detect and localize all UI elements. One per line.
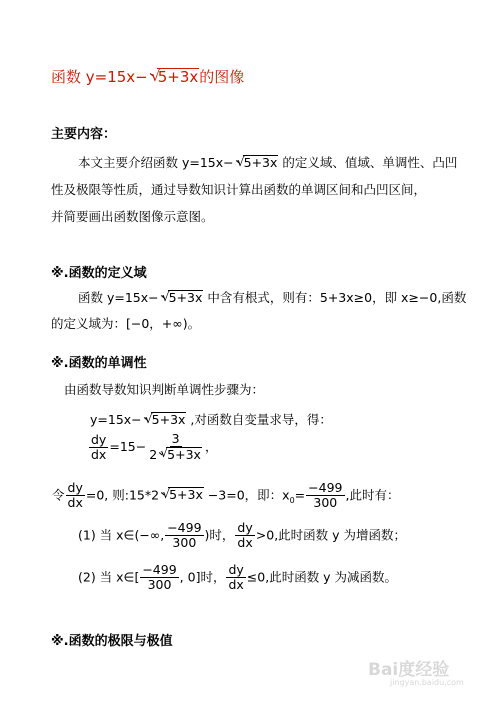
intro-line-2: 性及极限等性质，通过导数知识计算出函数的单调区间和凸凹区间，: [51, 182, 427, 197]
dy-dx-fraction: $\frac{dy}{dx}$: [67, 480, 83, 511]
derivative-setup: y=15x− √ 5+3x ,对函数自变量求导，得：: [90, 411, 332, 427]
dy-dx-fraction: $\frac{dy}{dx}$: [91, 431, 107, 462]
dy-dx-fraction: $\frac{dy}{dx}$: [237, 520, 253, 551]
title-suffix: 的图像: [199, 68, 245, 86]
dy-dx-fraction: $\frac{dy}{dx}$: [228, 562, 244, 593]
domain-line-2: 的定义域为：[−0，+∞)。: [51, 316, 201, 331]
page-title: [51, 66, 244, 87]
sqrt-expr: √ 5+3x: [159, 487, 204, 502]
case-2-line: (2) 当 x∈[ $\frac{-499}{300}$ , 0]时， $\frac{dy}{dx}$ ≤0,此时函数 y 为减函数。: [78, 562, 398, 593]
intro-line-1: 本文主要介绍函数 y=15x− √ 5+3x 的定义域、值域、单调性、凸凹: [78, 154, 458, 170]
title-sqrt: √ 5+3x: [148, 68, 200, 86]
derivative-formula: $\frac{dy}{dx}$ =15− 3 2 √ 5+3x ，: [91, 431, 218, 463]
title-text: 函数 y=15x−: [51, 68, 148, 86]
case-1-line: (1) 当 x∈(−∞, $\frac{-499}{300}$ )时， $\frac{dy}{dx}$ >0,此时函数 y 为增函数；: [78, 520, 407, 551]
sqrt-expr: √ 5+3x: [157, 447, 202, 462]
baidu-watermark: Bai度经验: [368, 660, 450, 680]
domain-heading: ※.函数的定义域: [51, 266, 147, 281]
interval-fraction: $\frac{-499}{300}$: [142, 562, 177, 593]
limit-heading: ※.函数的极限与极值: [51, 634, 173, 649]
intro-heading: 主要内容：: [51, 127, 117, 142]
sqrt-expr: √ 5+3x: [142, 412, 187, 427]
domain-line-1: 函数 y=15x− √ 5+3x 中含有根式，则有：5+3x≥0，即 x≥−0,函数: [78, 289, 467, 305]
x0-fraction: $\frac{-499}{300}$: [308, 480, 343, 511]
derivative-fraction: 3 2 √ 5+3x: [149, 431, 201, 463]
sqrt-expr: √ 5+3x: [159, 290, 204, 305]
baidu-watermark-url: jingyan.baidu.com: [390, 678, 464, 687]
interval-fraction: $\frac{-499}{300}$: [167, 520, 202, 551]
sqrt-expr: √ 5+3x: [234, 155, 279, 170]
intro-line-3: 并简要画出函数图像示意图。: [51, 209, 214, 224]
mono-heading: ※.函数的单调性: [51, 356, 147, 371]
mono-intro: 由函数导数知识判断单调性步骤为：: [64, 382, 265, 397]
critical-point-line: 令 $\frac{dy}{dx}$ =0, 则:15*2 √ 5+3x −3=0，即：$x_0=$ $\frac{-499}{300}$ ,此时有：: [52, 480, 400, 511]
